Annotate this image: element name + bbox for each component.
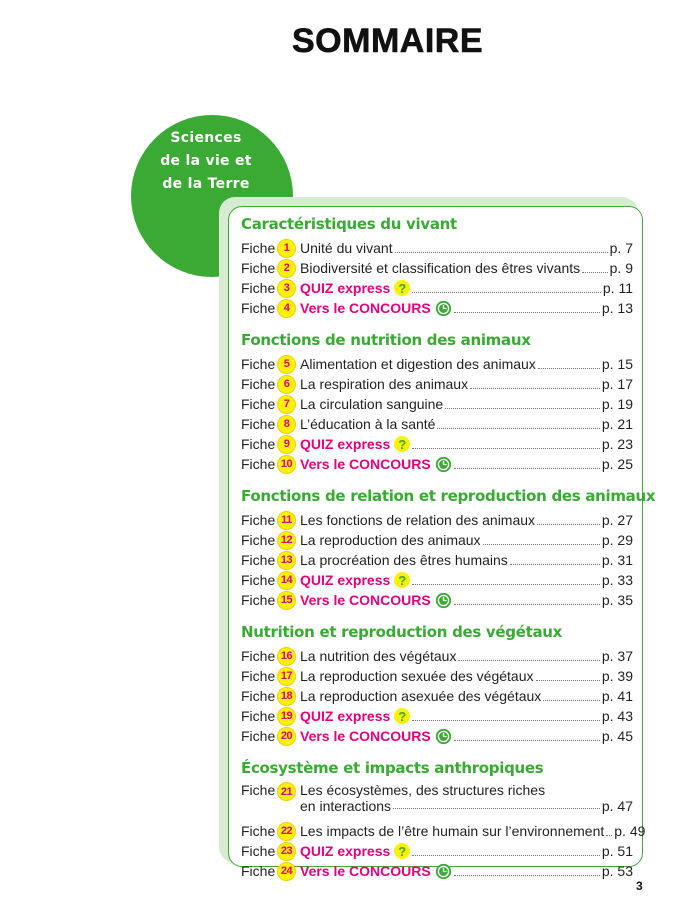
dot-leader: [412, 720, 600, 721]
fiche-title: Unité du vivant: [300, 240, 393, 256]
page-reference: p. 35: [601, 592, 633, 608]
fiche-number-badge: 9: [277, 435, 296, 454]
fiche-prefix: Fiche: [241, 782, 276, 798]
fiche-prefix: Fiche: [241, 260, 276, 276]
dot-leader: [537, 524, 600, 525]
fiche-prefix: Fiche: [241, 396, 276, 412]
toc-entry[interactable]: [241, 298, 633, 318]
page-reference: p. 23: [601, 436, 633, 452]
clock-icon: [435, 863, 452, 880]
quiz-express-label: QUIZ express: [300, 572, 391, 588]
toc-entry[interactable]: [241, 646, 633, 666]
dot-leader: [510, 564, 600, 565]
section-title: Caractéristiques du vivant: [241, 215, 457, 233]
page-reference: p. 27: [601, 512, 633, 528]
fiche-number-badge: 18: [277, 687, 296, 706]
fiche-number-badge: 4: [277, 299, 296, 318]
page-reference: p. 45: [601, 728, 633, 744]
fiche-prefix: Fiche: [241, 300, 276, 316]
fiche-number-badge: 10: [277, 455, 296, 474]
fiche-title: Les fonctions de relation des animaux: [300, 512, 536, 528]
dot-leader: [412, 584, 600, 585]
dot-leader: [412, 855, 600, 856]
fiche-title: L’éducation à la santé: [300, 416, 436, 432]
toc-entry[interactable]: [241, 454, 633, 474]
page-reference: p. 49: [614, 823, 646, 839]
dot-leader: [582, 272, 608, 273]
section-title: Nutrition et reproduction des végétaux: [241, 623, 563, 641]
fiche-prefix: Fiche: [241, 572, 276, 588]
section-title: Écosystème et impacts anthropiques: [241, 759, 544, 777]
fiche-title-continued: en interactions: [300, 798, 392, 814]
page-reference: p. 11: [602, 280, 633, 296]
fiche-title-block: [300, 782, 633, 814]
dot-leader: [412, 448, 600, 449]
dot-leader: [536, 680, 600, 681]
subject-line-2: de la vie et: [160, 153, 252, 169]
question-mark-icon: ?: [394, 572, 410, 588]
fiche-number-badge: 21: [277, 782, 296, 801]
fiche-number-badge: 20: [277, 727, 296, 746]
fiche-prefix: Fiche: [241, 592, 276, 608]
dot-leader: [454, 468, 600, 469]
subject-label: [131, 127, 281, 196]
section-gap: [241, 746, 633, 754]
fiche-prefix: Fiche: [241, 532, 276, 548]
section-gap: [241, 474, 633, 482]
fiche-prefix: Fiche: [241, 436, 276, 452]
dot-leader: [437, 428, 599, 429]
page-reference: p. 17: [601, 376, 633, 392]
fiche-prefix: Fiche: [241, 280, 276, 296]
question-mark-icon: ?: [394, 843, 410, 859]
page-number: 3: [636, 879, 643, 893]
page-reference: p. 53: [601, 863, 633, 879]
fiche-title: La nutrition des végétaux: [300, 648, 457, 664]
toc-entry[interactable]: [241, 726, 633, 746]
dot-leader: [395, 252, 608, 253]
fiche-number-badge: 14: [277, 571, 296, 590]
fiche-number-badge: 2: [277, 259, 296, 278]
toc-entry[interactable]: [241, 530, 633, 550]
page-reference: p. 41: [601, 688, 633, 704]
clock-icon: [435, 300, 452, 317]
page-reference: p. 9: [609, 260, 633, 276]
dot-leader: [454, 875, 600, 876]
fiche-prefix: Fiche: [241, 240, 276, 256]
section-title: Fonctions de relation et reproduction des animaux: [241, 487, 656, 505]
toc-entry[interactable]: [241, 861, 633, 881]
toc-entry[interactable]: [241, 686, 633, 706]
fiche-prefix: Fiche: [241, 708, 276, 724]
toc-entry[interactable]: [241, 782, 633, 821]
fiche-number-badge: 23: [277, 842, 296, 861]
fiche-title: La reproduction asexuée des végétaux: [300, 688, 542, 704]
fiche-title: Les impacts de l’être humain sur l’environnement: [300, 823, 605, 839]
page-reference: p. 33: [601, 572, 633, 588]
quiz-express-label: QUIZ express: [300, 436, 391, 452]
fiche-prefix: Fiche: [241, 456, 276, 472]
subject-line-3: de la Terre: [162, 176, 250, 192]
toc-entry[interactable]: [241, 278, 633, 298]
quiz-express-label: QUIZ express: [300, 280, 391, 296]
toc-entry[interactable]: [241, 374, 633, 394]
fiche-prefix: Fiche: [241, 843, 276, 859]
section-gap: [241, 610, 633, 618]
fiche-prefix: Fiche: [241, 356, 276, 372]
question-mark-icon: ?: [394, 280, 410, 296]
fiche-number-badge: 13: [277, 551, 296, 570]
toc-entry[interactable]: [241, 590, 633, 610]
toc-entry[interactable]: [241, 821, 646, 841]
dot-leader: [454, 604, 600, 605]
fiche-title: Les écosystèmes, des structures riches: [300, 782, 546, 798]
page-reference: p. 7: [609, 240, 633, 256]
fiche-prefix: Fiche: [241, 648, 276, 664]
fiche-title: La circulation sanguine: [300, 396, 444, 412]
table-of-contents: [241, 210, 656, 881]
fiche-title: Biodiversité et classification des êtres vivants: [300, 260, 581, 276]
dot-leader: [483, 544, 600, 545]
page-reference: p. 51: [601, 843, 633, 859]
dot-leader: [606, 835, 612, 836]
fiche-prefix: Fiche: [241, 823, 276, 839]
fiche-number-badge: 22: [277, 822, 296, 841]
toc-entry[interactable]: [241, 550, 633, 570]
fiche-number-badge: 11: [277, 511, 296, 530]
page-reference: p. 39: [601, 668, 633, 684]
toc-entry[interactable]: [241, 414, 633, 434]
fiche-title: La reproduction des animaux: [300, 532, 481, 548]
toc-entry[interactable]: [241, 666, 633, 686]
fiche-prefix: Fiche: [241, 552, 276, 568]
dot-leader: [412, 292, 601, 293]
fiche-prefix: Fiche: [241, 728, 276, 744]
vers-le-concours-label: Vers le CONCOURS: [300, 863, 431, 879]
fiche-prefix: Fiche: [241, 416, 276, 432]
section-title: Fonctions de nutrition des animaux: [241, 331, 531, 349]
page-title: SOMMAIRE: [292, 22, 483, 60]
toc-entry[interactable]: [241, 258, 633, 278]
fiche-prefix: Fiche: [241, 512, 276, 528]
toc-entry[interactable]: [241, 394, 633, 414]
vers-le-concours-label: Vers le CONCOURS: [300, 300, 431, 316]
dot-leader: [470, 388, 600, 389]
fiche-number-badge: 16: [277, 647, 296, 666]
fiche-number-badge: 1: [277, 239, 296, 258]
clock-icon: [435, 456, 452, 473]
fiche-number-badge: 8: [277, 415, 296, 434]
page-reference: p. 47: [601, 798, 633, 814]
toc-entry[interactable]: [241, 434, 633, 454]
page-reference: p. 43: [601, 708, 633, 724]
vers-le-concours-label: Vers le CONCOURS: [300, 592, 431, 608]
dot-leader: [543, 700, 600, 701]
subject-line-1: Sciences: [170, 130, 242, 146]
page-reference: p. 21: [601, 416, 633, 432]
fiche-number-badge: 6: [277, 375, 296, 394]
fiche-title: La procréation des êtres humains: [300, 552, 508, 568]
dot-leader: [454, 312, 600, 313]
fiche-number-badge: 17: [277, 667, 296, 686]
vers-le-concours-label: Vers le CONCOURS: [300, 728, 431, 744]
page-reference: p. 37: [601, 648, 633, 664]
toc-entry[interactable]: [241, 570, 633, 590]
page-reference: p. 19: [601, 396, 633, 412]
fiche-title: La reproduction sexuée des végétaux: [300, 668, 534, 684]
toc-entry[interactable]: [241, 841, 633, 861]
question-mark-icon: ?: [394, 436, 410, 452]
question-mark-icon: ?: [394, 708, 410, 724]
fiche-number-badge: 24: [277, 862, 296, 881]
page-reference: p. 31: [601, 552, 633, 568]
toc-entry[interactable]: [241, 238, 633, 258]
fiche-number-badge: 15: [277, 591, 296, 610]
fiche-prefix: Fiche: [241, 376, 276, 392]
fiche-prefix: Fiche: [241, 668, 276, 684]
dot-leader: [538, 368, 600, 369]
fiche-number-badge: 3: [277, 279, 296, 298]
page-reference: p. 25: [601, 456, 633, 472]
fiche-prefix: Fiche: [241, 688, 276, 704]
page-reference: p. 15: [601, 356, 633, 372]
fiche-number-badge: 12: [277, 531, 296, 550]
fiche-title: La respiration des animaux: [300, 376, 469, 392]
quiz-express-label: QUIZ express: [300, 708, 391, 724]
dot-leader: [393, 808, 600, 809]
fiche-number-badge: 7: [277, 395, 296, 414]
dot-leader: [445, 408, 600, 409]
fiche-title: Alimentation et digestion des animaux: [300, 356, 536, 372]
page-reference: p. 13: [601, 300, 633, 316]
page-reference: p. 29: [601, 532, 633, 548]
vers-le-concours-label: Vers le CONCOURS: [300, 456, 431, 472]
fiche-number-badge: 19: [277, 707, 296, 726]
toc-entry[interactable]: [241, 510, 633, 530]
dot-leader: [454, 740, 600, 741]
dot-leader: [458, 660, 599, 661]
toc-entry[interactable]: [241, 706, 633, 726]
toc-entry[interactable]: [241, 354, 633, 374]
fiche-prefix: Fiche: [241, 863, 276, 879]
clock-icon: [435, 592, 452, 609]
quiz-express-label: QUIZ express: [300, 843, 391, 859]
clock-icon: [435, 728, 452, 745]
fiche-number-badge: 5: [277, 355, 296, 374]
section-gap: [241, 318, 633, 326]
